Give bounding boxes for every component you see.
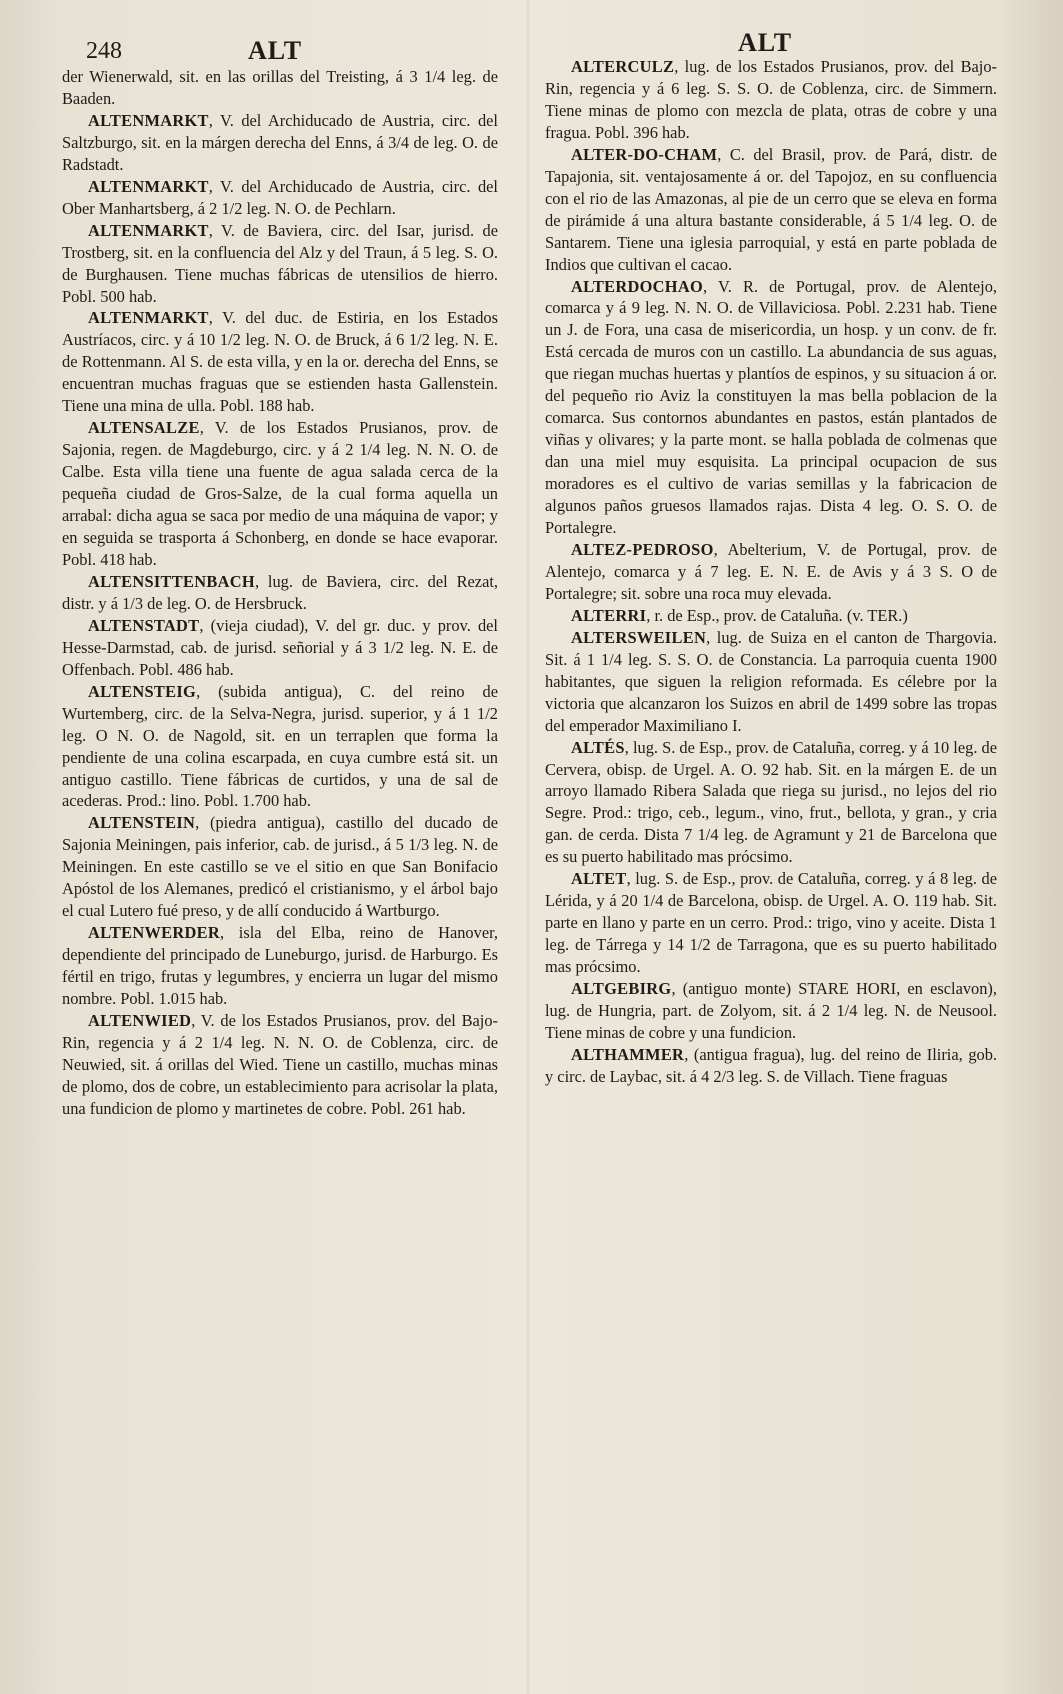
entry-text: , lug. de Baviera, circ. del Rezat, distr. y á 1/3 de leg. O. de Hersbruck. xyxy=(62,571,498,613)
dictionary-entry xyxy=(545,56,997,144)
dictionary-entry xyxy=(62,417,498,571)
entry-headword: ALTERCULZ xyxy=(571,57,675,76)
dictionary-entry xyxy=(545,605,997,627)
entry-headword: ALTER-DO-CHAM xyxy=(571,144,718,164)
dictionary-entry xyxy=(545,868,997,978)
dictionary-entry xyxy=(62,220,498,308)
running-header-left: ALT xyxy=(248,36,303,65)
entry-text: , (antigua fragua), lug. del reino de Iliria, gob. y circ. de Laybac, sit. á 4 2/3 leg. S. de Villach. Tiene fraguas xyxy=(545,1044,997,1086)
entry-text: , r. de Esp., prov. de Cataluña. (v. TER.) xyxy=(646,605,908,625)
entry-text: , lug. de los Estados Prusianos, prov. del Bajo-Rin, regencia y á 6 leg. S. S. O. de Coblenza, circ. de Simmern. Tiene minas de plomo con mezcla de plata, otras de cobre y una fragua. Pobl. 396 hab. xyxy=(545,57,997,142)
dictionary-entry xyxy=(545,539,997,605)
right-column xyxy=(545,56,997,1088)
dictionary-entry xyxy=(545,627,997,737)
entry-text: , (vieja ciudad), V. del gr. duc. y prov. del Hesse-Darmstad, cab. de jurisd. señorial y á 3 1/2 leg. N. E. de Offenbach. Pobl. 486 hab. xyxy=(62,615,498,679)
entry-headword: ALTERRI xyxy=(571,605,647,625)
entry-headword: ALTENMARKT xyxy=(88,176,209,196)
entry-text: , (antiguo monte) STARE HORI, en esclavon), lug. de Hungria, part. de Zolyom, sit. á 2 1/4 leg. N. de Neusool. Tiene minas de cobre y una fundicion. xyxy=(545,979,997,1042)
entry-text: , (subida antigua), C. del reino de Wurtemberg, circ. de la Selva-Negra, jurisd. superior, y á 1 1/2 leg. O N. O. de Nagold, sit. en un terraplen que forma la pendiente de una colina escarpada, en cuya cumbre está sit. un antiguo castillo. Tiene fábricas de curtidos, y una de sal de acederas. Prod.: lino. Pobl. 1.700 hab. xyxy=(62,681,498,811)
entry-headword: ALTENSTEIG xyxy=(88,681,197,701)
dictionary-entry xyxy=(62,307,498,417)
entry-headword: ALTGEBIRG xyxy=(571,979,672,999)
entry-text: , V. de los Estados Prusianos, prov. del Bajo-Rin, regencia y á 2 1/4 leg. N. N. O. de Coblenza, circ. de Neuwied, sit. á orillas del Wied. Tiene un castillo, muchas minas de plomo, dos de cobre, un establecimiento para acrisolar la plata, una fundicion de plomo y martinetes de cobre. Pobl. 261 hab. xyxy=(62,1010,498,1118)
dictionary-entry xyxy=(62,110,498,176)
entry-text: , C. del Brasil, prov. de Pará, distr. de Tapajonia, sit. ventajosamente á or. del Tapojoz, en su confluencia con el rio de las Amazonas, al pie de un cerro que se eleva en forma de pirámide á una altura bastante considerable, á 5 1/4 leg. O. de Santarem. Tiene una iglesia parroquial, y está en parte poblada de Indios que cultivan el cacao. xyxy=(545,144,997,274)
entry-text: , V. de Baviera, circ. del Isar, jurisd. de Trostberg, sit. en la confluencia del Alz y del Traun, á 5 leg. S. O. de Burghausen. Tiene muchas fábricas de utensilios de hierro. Pobl. 500 hab. xyxy=(62,220,498,306)
entry-text: , lug. S. de Esp., prov. de Cataluña, correg. y á 8 leg. de Lérida, y á 20 1/4 de Barcelona, obisp. de Urgel. A. O. 119 hab. Sit. parte en llano y parte en un cerro. Prod.: trigo, vino y aceite. Dista 1 leg. de Tárrega y 14 1/2 de Tarragona, que es su puerto habilitado mas prócsimo. xyxy=(545,869,997,977)
entry-headword: ALTENSTADT xyxy=(88,615,200,635)
dictionary-entry xyxy=(545,276,997,539)
entry-headword: ALTENSTEIN xyxy=(88,813,196,833)
entry-headword: ALTENWERDER xyxy=(88,923,221,943)
page-number: 248 xyxy=(86,38,122,64)
entry-text: , Abelterium, V. de Portugal, prov. de Alentejo, comarca y á 7 leg. E. N. E. de Avis y á 3 S. O de Portalegre; sit. sobre una roca muy elevada. xyxy=(545,539,997,603)
dictionary-entry xyxy=(62,922,498,1010)
entry-headword: ALTENSALZE xyxy=(88,418,200,438)
dictionary-entry xyxy=(62,571,498,615)
entry-headword: ALTENMARKT xyxy=(88,110,209,130)
entry-headword: ALTET xyxy=(571,869,627,889)
entry-text: , isla del Elba, reino de Hanover, dependiente del principado de Luneburgo, jurisd. de Harburgo. Es fértil en trigo, frutas y legumbres, y encierra un lugar del mismo nombre. Pobl. 1.015 hab. xyxy=(62,923,498,1009)
entry-headword: ALTERSWEILEN xyxy=(571,627,707,647)
dictionary-entry xyxy=(62,681,498,813)
entry-text: , V. del Archiducado de Austria, circ. del Ober Manhartsberg, á 2 1/2 leg. N. O. de Pechlarn. xyxy=(62,176,498,218)
left-column xyxy=(62,66,498,1120)
entry-headword: ALTEZ-PEDROSO xyxy=(571,539,714,559)
entry-headword: ALTENWIED xyxy=(88,1010,192,1030)
entry-text: , (piedra antigua), castillo del ducado de Sajonia Meiningen, pais inferior, cab. de jurisd., á 5 1/3 leg. N. de Meiningen. En este castillo se ve el sitio en que San Bonifacio Apóstol de los Alemanes, predicó el cristianismo, y el árbol bajo el cual Lutero fué preso, y de allí conducido á Wartburgo. xyxy=(62,813,498,921)
dictionary-entry xyxy=(62,1010,498,1120)
dictionary-entry xyxy=(62,66,498,110)
dictionary-entry xyxy=(545,1044,997,1088)
dictionary-entry xyxy=(545,978,997,1044)
running-header-right: ALT xyxy=(738,28,793,57)
entry-headword: ALTÉS xyxy=(571,737,625,757)
entry-text: , lug. S. de Esp., prov. de Cataluña, correg. y á 10 leg. de Cervera, obisp. de Urgel. A. O. 92 hab. Sit. en la márgen E. de un arroyo llamado Ribera Salada que riega su jurisd., no lejos del rio Segre. Prod.: trigo, ceb., legum., vino, frut., bellota, y gran., y cria gan. de cerda. Dista 7 1/4 leg. de Agramunt y 21 de Barcelona que es su puerto habilitado mas prócsimo. xyxy=(545,737,997,867)
page-fold-shadow xyxy=(526,0,530,1694)
entry-headword: ALTERDOCHAO xyxy=(571,276,704,296)
entry-headword: ALTENSITTENBACH xyxy=(88,571,255,591)
dictionary-entry xyxy=(62,615,498,681)
entry-text: , V. de los Estados Prusianos, prov. de Sajonia, regen. de Magdeburgo, circ. y á 2 1/4 leg. N. N. O. de Calbe. Esta villa tiene una fuente de agua salada cerca de la pequeña ciudad de Gros-Salze, de la cual forma aquella un arrabal: dicha agua se saca por medio de una máquina de vapor; y en seguida se trasporta á Schonberg, en donde se hace evaporar. Pobl. 418 hab. xyxy=(62,418,498,569)
entry-text: , V. R. de Portugal, prov. de Alentejo, comarca y á 9 leg. N. N. O. de Villaviciosa. Pobl. 2.231 hab. Tiene un J. de Fora, una casa de misericordia, un hosp. y un conv. de fr. Está cercada de muros con un castillo. La abundancia de sus aguas, que riegan muchas huertas y plantíos de espinos, y su situacion á or. del pequeño rio Aviz la constituyen la mas bella poblacion de la comarca. Sus contornos abundantes en pastos, están plantados de viñas y olivares; y la parte mont. se halla poblada de colmenas que dan una miel muy esquisita. La principal ocupacion de sus moradores es el cultivo de varias semillas y la fabricacion de algunos paños gruesos llamados rajas. Dista 4 leg. O. S. O. de Portalegre. xyxy=(545,276,997,538)
dictionary-entry xyxy=(62,176,498,220)
dictionary-entry xyxy=(545,737,997,869)
dictionary-entry xyxy=(62,812,498,922)
entry-text: , V. del Archiducado de Austria, circ. del Saltzburgo, sit. en la márgen derecha del Enns, á 3/4 de leg. O. de Radstadt. xyxy=(62,110,498,174)
entry-headword: ALTENMARKT xyxy=(88,220,209,240)
dictionary-entry xyxy=(545,144,997,276)
entry-headword: ALTENMARKT xyxy=(88,308,209,328)
entry-text: , V. del duc. de Estiria, en los Estados Austríacos, circ. y á 10 1/2 leg. N. O. de Bruck, á 6 1/2 leg. N. E. de Rottenmann. Al S. de esta villa, y en la or. derecha del Enns, se encuentran muchas fraguas que se estienden hasta Gallenstein. Tiene una mina de ulla. Pobl. 188 hab. xyxy=(62,308,498,416)
entry-text: der Wienerwald, sit. en las orillas del Treisting, á 3 1/4 leg. de Baaden. xyxy=(62,67,498,108)
entry-headword: ALTHAMMER xyxy=(571,1044,685,1064)
entry-text: , lug. de Suiza en el canton de Thargovia. Sit. á 1 1/4 leg. S. S. O. de Constancia. La parroquia cuenta 1900 habitantes, que siguen la religion reformada. Es célebre por la victoria que alcanzaron los Suizos en abril de 1499 sobre las tropas del emperador Maximiliano I. xyxy=(545,627,997,735)
